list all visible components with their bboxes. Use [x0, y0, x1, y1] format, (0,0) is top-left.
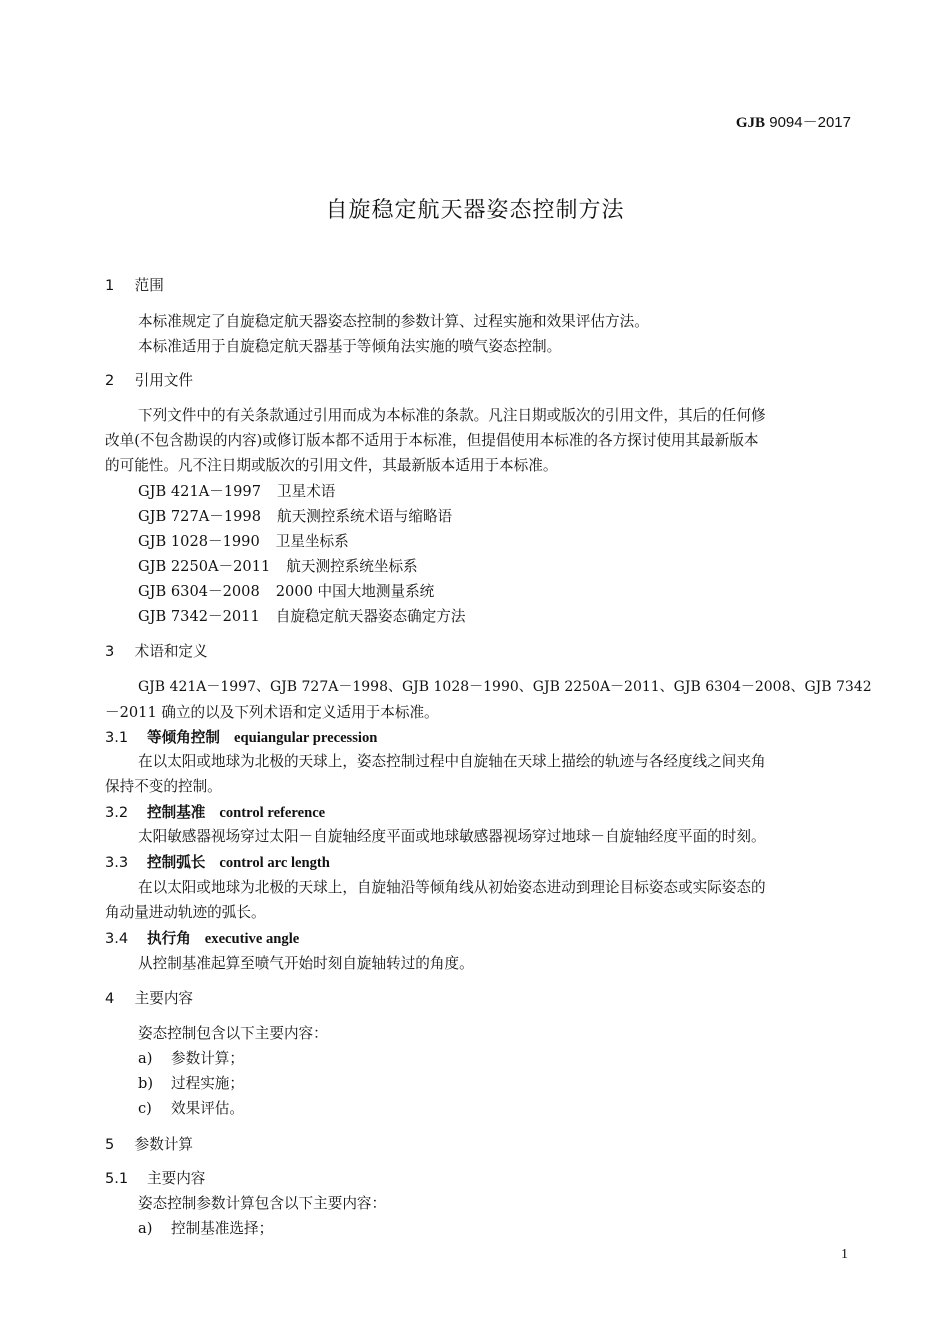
reference-item: GJB 1028－1990 卫星坐标系	[138, 533, 349, 550]
page-number: 1	[841, 1247, 848, 1262]
paragraph: 姿态控制包含以下主要内容：	[138, 1025, 328, 1042]
paragraph: 本标准适用于自旋稳定航天器基于等倾角法实施的喷气姿态控制。	[138, 338, 562, 355]
list-item: a) 控制基准选择；	[138, 1220, 274, 1237]
paragraph-line: 的可能性。凡不注日期或版次的引用文件，其最新版本适用于本标准。	[105, 457, 558, 474]
subsection-5-1-heading: 5.1 主要内容	[105, 1170, 206, 1187]
paragraph-line: GJB 421A－1997、GJB 727A－1998、GJB 1028－1990、GJB 2250A－2011、GJB 6304－2008、GJB 7342	[138, 679, 872, 695]
section-3-heading: 3 术语和定义	[105, 643, 208, 660]
paragraph: 姿态控制参数计算包含以下主要内容：	[138, 1195, 387, 1212]
reference-item: GJB 727A－1998 航天测控系统术语与缩略语	[138, 508, 453, 525]
term-3-1-heading: 3.1 等倾角控制 equiangular precession	[105, 729, 378, 746]
reference-item: GJB 6304－2008 2000 中国大地测量系统	[138, 583, 435, 600]
term-definition: 在以太阳或地球为北极的天球上，姿态控制过程中自旋轴在天球上描绘的轨迹与各经度线之间夹角	[138, 753, 766, 770]
section-2-heading: 2 引用文件	[105, 372, 194, 389]
paragraph-line: －2011 确立的以及下列术语和定义适用于本标准。	[105, 704, 439, 721]
term-definition: 从控制基准起算至喷气开始时刻自旋轴转过的角度。	[138, 955, 474, 972]
paragraph-line: 改单(不包含勘误的内容)或修订版本都不适用于本标准，但提倡使用本标准的各方探讨使用其最新版本	[105, 432, 759, 449]
list-item: c) 效果评估。	[138, 1100, 244, 1117]
reference-item: GJB 421A－1997 卫星术语	[138, 483, 336, 500]
term-3-3-heading: 3.3 控制弧长 control arc length	[105, 854, 330, 871]
term-definition: 太阳敏感器视场穿过太阳－自旋轴经度平面或地球敏感器视场穿过地球－自旋轴经度平面的时刻。	[138, 828, 766, 845]
section-5-heading: 5 参数计算	[105, 1136, 194, 1153]
term-definition: 在以太阳或地球为北极的天球上，自旋轴沿等倾角线从初始姿态进动到理论目标姿态或实际姿态的	[138, 879, 766, 896]
list-item: b) 过程实施；	[138, 1075, 244, 1092]
paragraph: 本标准规定了自旋稳定航天器姿态控制的参数计算、过程实施和效果评估方法。	[138, 313, 649, 330]
paragraph-line: 下列文件中的有关条款通过引用而成为本标准的条款。凡注日期或版次的引用文件，其后的任何修	[138, 407, 766, 424]
term-3-2-heading: 3.2 控制基准 control reference	[105, 804, 326, 821]
reference-item: GJB 7342－2011 自旋稳定航天器姿态确定方法	[138, 608, 466, 625]
reference-item: GJB 2250A－2011 航天测控系统坐标系	[138, 558, 418, 575]
document-title: 自旋稳定航天器姿态控制方法	[325, 198, 625, 223]
section-1-heading: 1 范围	[105, 277, 164, 294]
term-definition: 角动量进动轨迹的弧长。	[105, 904, 266, 921]
section-4-heading: 4 主要内容	[105, 990, 194, 1007]
term-definition: 保持不变的控制。	[105, 778, 222, 795]
term-3-4-heading: 3.4 执行角 executive angle	[105, 930, 300, 947]
standard-code: GJB 9094－2017	[735, 114, 851, 131]
list-item: a) 参数计算；	[138, 1050, 244, 1067]
